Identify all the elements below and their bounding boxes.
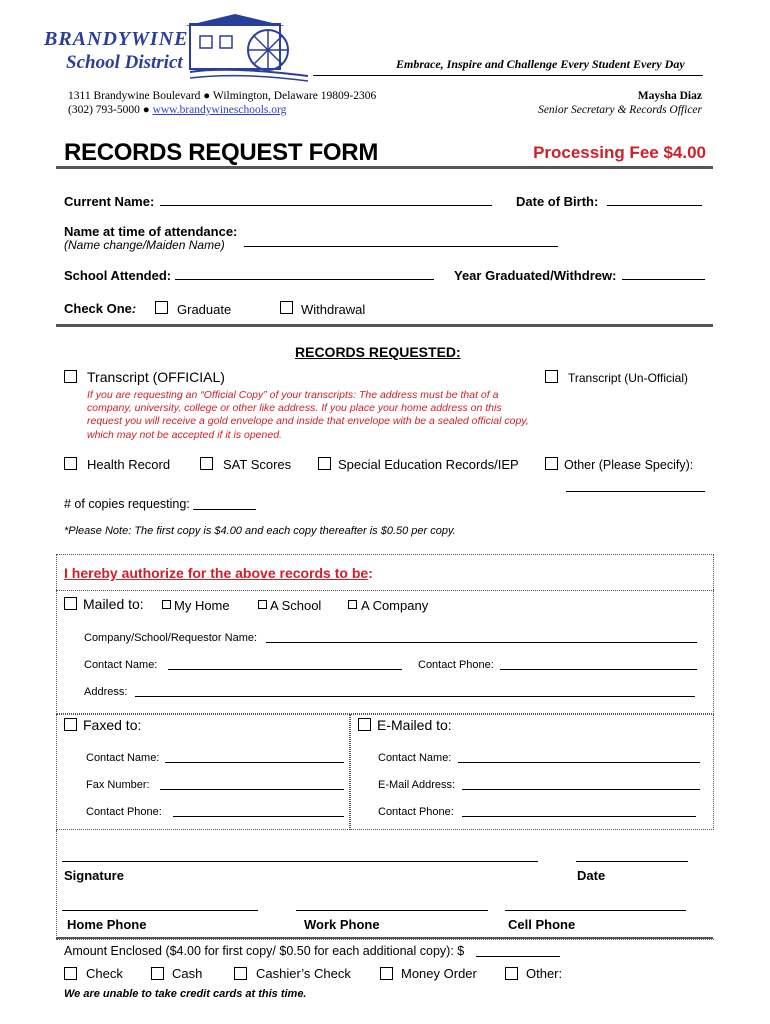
school-attended-label: School Attended: [64, 268, 172, 283]
pay-cash-label: Cash [172, 966, 203, 981]
requestor-name-field[interactable] [266, 642, 697, 643]
pay-check-label: Check [86, 966, 123, 981]
mail-contact-name-field[interactable] [168, 669, 402, 670]
email-contact-name-field[interactable] [458, 762, 700, 763]
website-link[interactable]: www.brandywineschools.org [152, 104, 287, 116]
mail-contact-phone-label: Contact Phone: [418, 659, 494, 671]
contact-name: Maysha Diaz [637, 90, 702, 102]
year-graduated-label: Year Graduated/Withdrew: [454, 268, 617, 283]
other-record-checkbox[interactable] [545, 457, 558, 470]
check-one-text: Check One [64, 301, 132, 316]
emailed-to-label: E-Mailed to: [377, 717, 452, 733]
name-change-label: (Name change/Maiden Name) [64, 238, 225, 252]
date-label: Date [577, 868, 606, 883]
school-attended-field[interactable] [175, 279, 434, 280]
current-name-label: Current Name: [64, 194, 155, 209]
mailed-to-checkbox[interactable] [64, 597, 77, 610]
copy-price-note: *Please Note: The first copy is $4.00 and each copy thereafter is $0.50 per copy. [64, 525, 456, 537]
cell-phone-field[interactable] [505, 910, 686, 911]
pay-other-checkbox[interactable] [505, 967, 518, 980]
graduate-checkbox[interactable] [155, 301, 168, 314]
pay-cashiers-check-checkbox[interactable] [234, 967, 247, 980]
mail-address-field[interactable] [135, 696, 695, 697]
withdrawal-checkbox[interactable] [280, 301, 293, 314]
credit-card-note: We are unable to take credit cards at this time. [64, 988, 307, 1000]
home-phone-field[interactable] [62, 910, 258, 911]
fax-contact-name-label: Contact Name: [86, 752, 160, 764]
home-phone-label: Home Phone [67, 917, 147, 932]
current-name-field[interactable] [160, 205, 492, 206]
authorize-heading [64, 565, 373, 581]
email-address-label: E-Mail Address: [378, 779, 456, 791]
withdrawal-label: Withdrawal [301, 302, 366, 317]
fax-contact-phone-label: Contact Phone: [86, 806, 162, 818]
sped-records-label: Special Education Records/IEP [338, 457, 519, 472]
faxed-to-label: Faxed to: [83, 717, 142, 733]
a-company-label: A Company [361, 598, 429, 613]
form-title: RECORDS REQUEST FORM [64, 139, 379, 166]
work-phone-field[interactable] [296, 910, 488, 911]
email-contact-name-label: Contact Name: [378, 752, 452, 764]
my-home-checkbox[interactable] [162, 600, 171, 609]
sat-scores-label: SAT Scores [223, 457, 292, 472]
amount-enclosed-field[interactable] [476, 956, 560, 957]
logo-line2: School District [66, 52, 183, 73]
mail-address-label: Address: [84, 686, 128, 698]
fields-rule [56, 324, 713, 327]
email-contact-phone-field[interactable] [462, 816, 696, 817]
a-company-checkbox[interactable] [348, 600, 357, 609]
check-one-label [64, 301, 136, 316]
date-field[interactable] [576, 861, 688, 862]
email-contact-phone-label: Contact Phone: [378, 806, 454, 818]
name-at-time-field[interactable] [244, 246, 558, 247]
sped-records-checkbox[interactable] [318, 457, 331, 470]
other-record-label: Other (Please Specify): [564, 458, 694, 472]
cell-phone-label: Cell Phone [508, 917, 576, 932]
dob-label: Date of Birth: [516, 194, 599, 209]
pay-cash-checkbox[interactable] [151, 967, 164, 980]
records-heading: RECORDS REQUESTED: [295, 344, 461, 360]
transcript-official-checkbox[interactable] [64, 370, 77, 383]
signature-field[interactable] [62, 861, 538, 862]
graduate-label: Graduate [177, 302, 232, 317]
a-school-checkbox[interactable] [258, 600, 267, 609]
fax-contact-name-field[interactable] [165, 762, 344, 763]
other-record-field[interactable] [566, 491, 705, 492]
fax-number-label: Fax Number: [86, 779, 150, 791]
logo-line1: BRANDYWINE [44, 28, 189, 50]
transcript-unofficial-label: Transcript (Un-Official) [568, 371, 689, 385]
mailed-to-label: Mailed to: [83, 596, 144, 612]
signature-box [56, 830, 714, 940]
requestor-name-label: Company/School/Requestor Name: [84, 632, 258, 644]
a-school-label: A School [270, 598, 322, 613]
title-rule [56, 166, 713, 169]
my-home-label: My Home [174, 598, 230, 613]
phone-number: (302) 793-5000 ● [68, 104, 153, 116]
contact-title: Senior Secretary & Records Officer [538, 104, 702, 116]
sat-scores-checkbox[interactable] [200, 457, 213, 470]
signature-label: Signature [64, 868, 124, 883]
amount-enclosed-label: Amount Enclosed ($4.00 for first copy/ $0.50 for each additional copy): $ [64, 944, 465, 958]
dob-field[interactable] [607, 205, 702, 206]
emailed-to-checkbox[interactable] [358, 718, 371, 731]
authorize-header-divider [56, 590, 714, 591]
email-address-field[interactable] [462, 789, 700, 790]
check-one-colon: : [131, 301, 137, 316]
pay-money-order-checkbox[interactable] [380, 967, 393, 980]
name-at-time-label: Name at time of attendance: [64, 224, 238, 239]
authorize-heading-colon: : [368, 565, 373, 581]
transcript-unofficial-checkbox[interactable] [545, 370, 558, 383]
processing-fee: Processing Fee $4.00 [533, 143, 706, 162]
header-rule [313, 75, 703, 76]
year-graduated-field[interactable] [622, 279, 705, 280]
fax-contact-phone-field[interactable] [173, 816, 344, 817]
fax-number-field[interactable] [160, 789, 344, 790]
address-line: 1311 Brandywine Boulevard ● Wilmington, Delaware 19809-2306 [68, 90, 377, 102]
health-record-checkbox[interactable] [64, 457, 77, 470]
signature-rule [56, 937, 713, 939]
official-copy-note: If you are requesting an “Official Copy” of your transcripts: The address must be that of a company, university, college or other like address. If you place your home address on this request you will receive a gold envelope and inside that envelope with be a sealed official copy, which may not be accepted if it is opened. [87, 389, 529, 441]
phone-line [68, 104, 286, 116]
pay-other-label: Other: [526, 966, 563, 981]
mail-contact-name-label: Contact Name: [84, 659, 158, 671]
authorize-heading-text: I hereby authorize for the above records to be [64, 565, 369, 581]
work-phone-label: Work Phone [304, 917, 380, 932]
mail-contact-phone-field[interactable] [500, 669, 697, 670]
copies-field[interactable] [193, 509, 256, 510]
pay-cashiers-check-label: Cashier’s Check [256, 966, 351, 981]
tagline: Embrace, Inspire and Challenge Every Student Every Day [396, 57, 685, 71]
health-record-label: Health Record [87, 457, 171, 472]
pay-money-order-label: Money Order [401, 966, 477, 981]
faxed-to-checkbox[interactable] [64, 718, 77, 731]
copies-label: # of copies requesting: [64, 497, 190, 511]
transcript-official-label: Transcript (OFFICIAL) [87, 369, 225, 385]
pay-check-checkbox[interactable] [64, 967, 77, 980]
